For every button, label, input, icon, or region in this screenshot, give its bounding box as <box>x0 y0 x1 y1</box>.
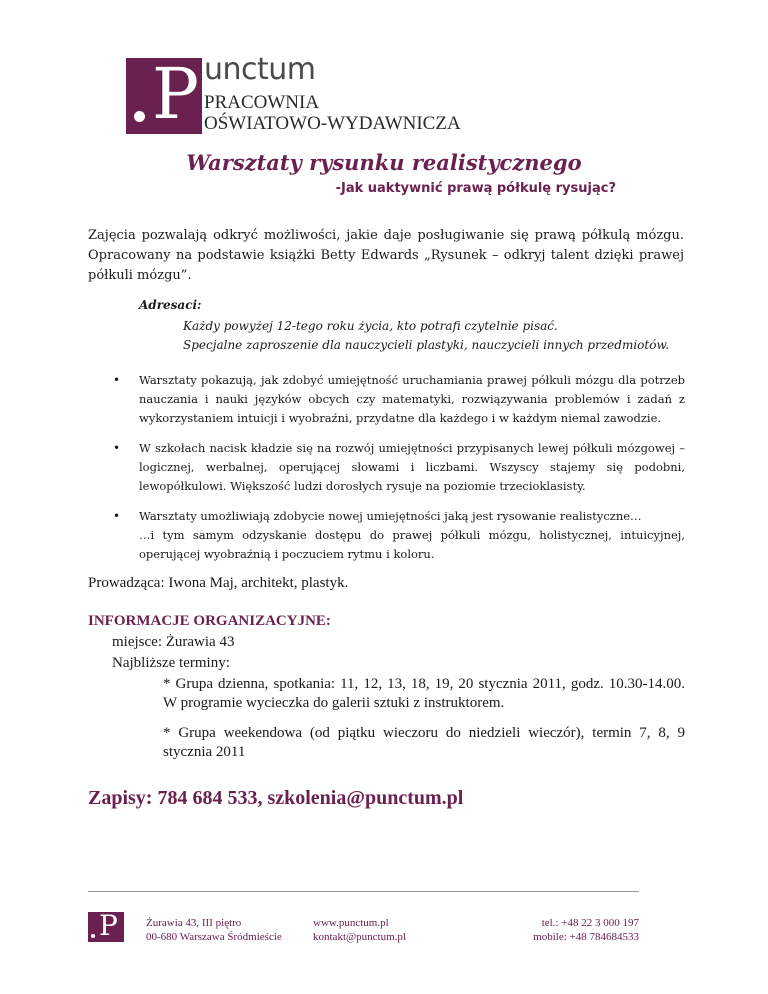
footer-address-2: 00-680 Warszawa Śródmieście <box>146 931 282 943</box>
bullet-dot-icon: • <box>113 509 121 523</box>
info-terminy-label: Najbliższe terminy: <box>112 655 230 671</box>
info-heading: INFORMACJE ORGANIZACYJNE: <box>88 613 331 629</box>
bullet-dot-icon: • <box>113 373 121 387</box>
footer-tel: tel.: +48 22 3 000 197 <box>541 917 639 929</box>
footer-web-link[interactable]: www.punctum.pl <box>313 917 389 929</box>
footer-address-1: Żurawia 43, III piętro <box>146 917 242 929</box>
info-grupa-weekendowa: * Grupa weekendowa (od piątku wieczoru do niedzieli wieczór), termin 7, 8, 9 stycznia 2011 <box>163 725 685 760</box>
intro-paragraph: Zajęcia pozwalają odkryć możliwości, jakie daje posługiwanie się prawą półkulą mózgu. Opracowany na podstawie książki Betty Edwards „Rysunek – odkryj talent dzięki prawej półkuli mózgu”. <box>88 228 684 283</box>
adresaci-line: Każdy powyżej 12-tego roku życia, kto potrafi czytelnie pisać. <box>183 319 558 333</box>
bullet-text-continuation: …i tym samym odzyskanie dostępu do prawej półkuli mózgu, holistycznej, intuicyjnej, operującej wyobraźnią i poczuciem rytmu i koloru. <box>139 528 685 561</box>
info-grupa-dzienna: * Grupa dzienna, spotkania: 11, 12, 13, 18, 19, 20 stycznia 2011, godz. 10.30-14.00. W programie wycieczka do galerii sztuki z instruktorem. <box>163 676 685 711</box>
footer-logo-icon: P <box>88 912 124 942</box>
page-subtitle: -Jak uaktywnić prawą półkulę rysując? <box>335 181 616 196</box>
logo-mark-icon: P <box>126 58 202 134</box>
zapisy-contact: Zapisy: 784 684 533, szkolenia@punctum.pl <box>88 787 464 809</box>
bullet-dot-icon: • <box>113 441 121 455</box>
logo-subtitle-2: OŚWIATOWO-WYDAWNICZA <box>204 113 461 134</box>
footer-email-link[interactable]: kontakt@punctum.pl <box>313 931 406 943</box>
info-miejsce: miejsce: Żurawia 43 <box>112 634 235 650</box>
footer-mobile: mobile: +48 784684533 <box>533 931 639 943</box>
bullet-text: Warsztaty pokazują, jak zdobyć umiejętność uruchamiania prawej półkuli mózgu dla potrzeb nauczania i nauki języków obcych czy matematyki, rozwiązywania problemów i zadań z wykorzystaniem intuicji i wyobraźni, przydatne dla każdego i w każdym niemal zawodzie. <box>139 373 685 425</box>
logo-subtitle-1: PRACOWNIA <box>204 92 320 113</box>
logo-name: unctum <box>204 52 316 87</box>
footer-divider <box>88 891 639 892</box>
prowadzaca: Prowadząca: Iwona Maj, architekt, plastyk. <box>88 575 349 591</box>
page-title: Warsztaty rysunku realistycznego <box>186 150 582 175</box>
adresaci-line: Specjalne zaproszenie dla nauczycieli plastyki, nauczycieli innych przedmiotów. <box>183 338 670 352</box>
bullet-text: Warsztaty umożliwiają zdobycie nowej umiejętności jaką jest rysowanie realistyczne… <box>139 509 642 523</box>
bullet-text: W szkołach nacisk kładzie się na rozwój umiejętności przypisanych lewej półkuli mózgowej – logicznej, werbalnej, operującej słowami i liczbami. Wszyscy stajemy się podobni, lewopółkulowi. Większość ludzi dorosłych rysuje na poziomie trzecioklasisty. <box>139 441 685 493</box>
adresaci-heading: Adresaci: <box>139 298 202 312</box>
